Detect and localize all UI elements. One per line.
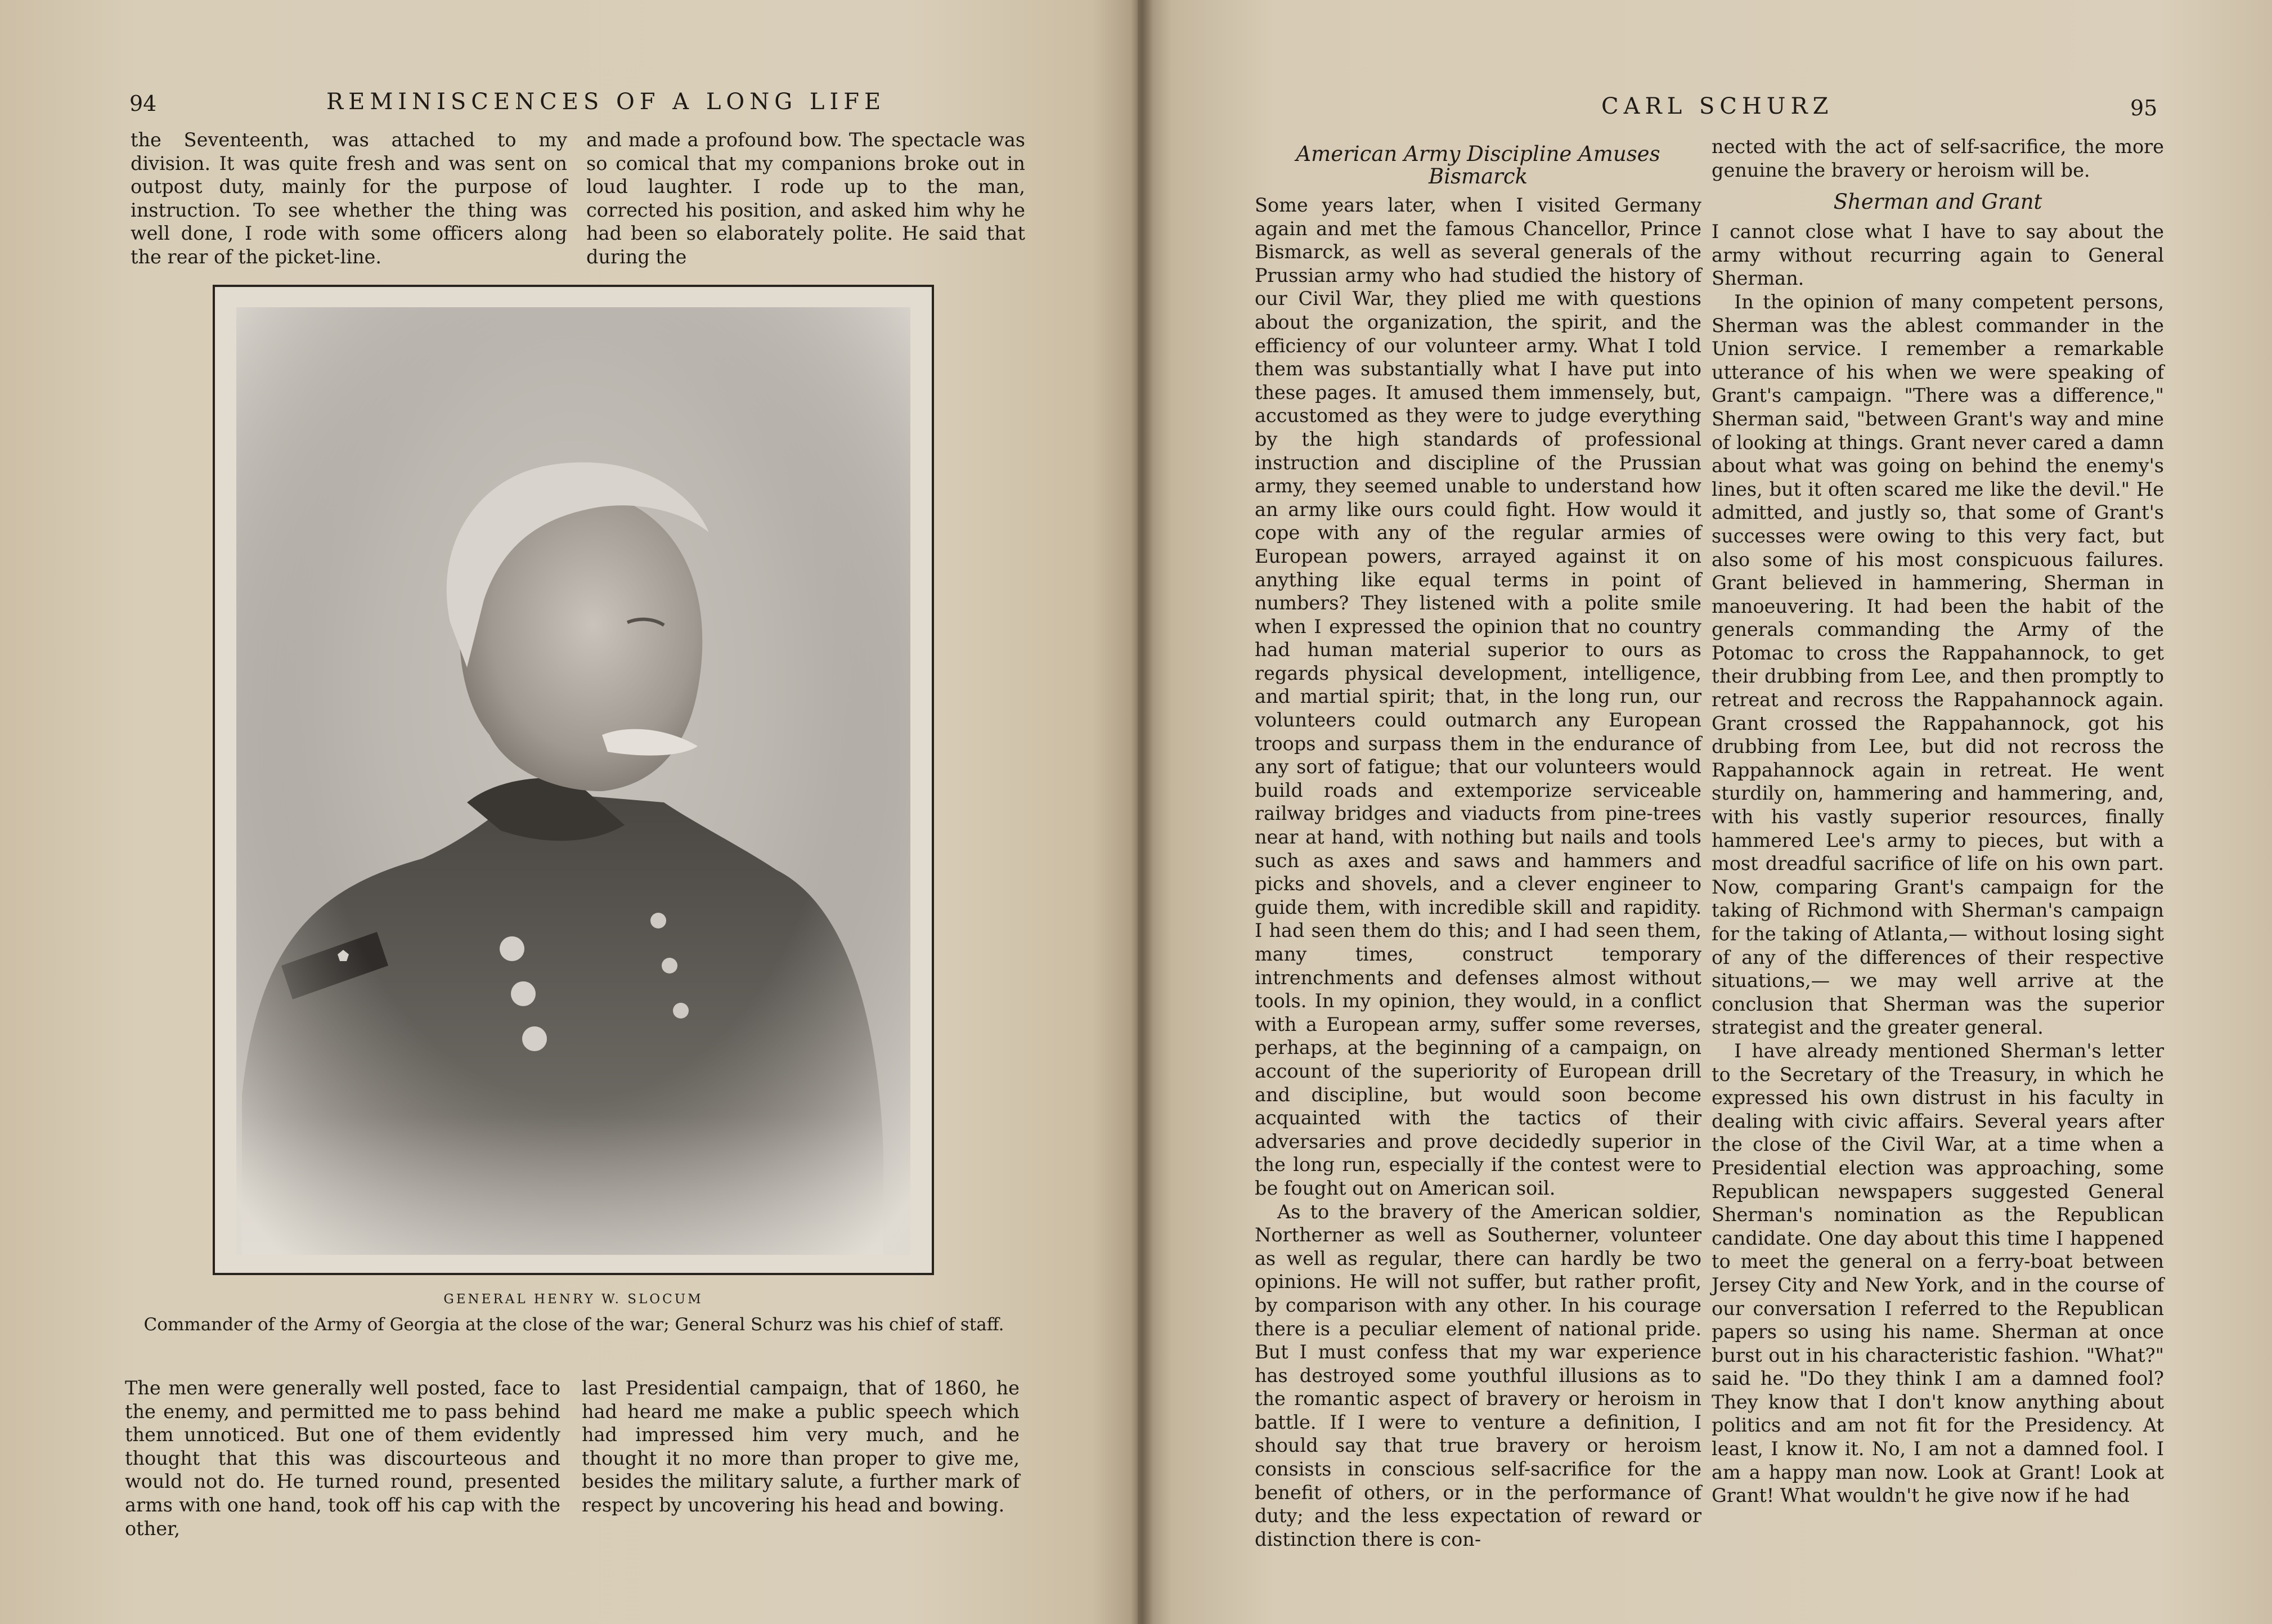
book-spine [1131, 0, 1153, 1624]
figure-caption-title: GENERAL HENRY W. SLOCUM [443, 1292, 703, 1307]
portrait-photo [236, 307, 910, 1255]
paragraph: I cannot close what I have to say about the army without recurring again to General Sherman. [1712, 221, 2164, 290]
right-column-2 [1712, 135, 2164, 1508]
left-top-column-1 [131, 128, 567, 269]
left-bottom-column-1 [125, 1376, 560, 1540]
paragraph: last Presidential campaign, that of 1860, he had heard me make a public speech which had impressed him very much, and he thought it no more than proper to give me, besides the military salute, a further mark of respect by uncovering his head and bowing. [582, 1377, 1020, 1516]
paragraph: nected with the act of self-sacrifice, the more genuine the bravery or heroism will be. [1712, 136, 2164, 181]
section-heading: Sherman and Grant [1833, 190, 2042, 214]
right-page [1138, 0, 2272, 1624]
paragraph: and made a profound bow. The spectacle was so comical that my companions broke out in loud laughter. I rode up to the man, corrected his position, and asked him why he had been so elaborately polite. He said that during the [586, 129, 1025, 268]
paragraph: The men were generally well posted, face to the enemy, and permitted me to pass behind them unnoticed. But one of them evidently thought that this was discourteous and would not do. He turned round, presented arms with one hand, took off his cap with the other, [125, 1377, 560, 1540]
paragraph: I have already mentioned Sherman's letter to the Secretary of the Treasury, in which he expressed his own distrust in his faculty in dealing with civic affairs. Several years after the close of the Civil War, at a time when a Presidential election was approaching, some Republican newspapers suggested General Sherman's nomination as the Republican candidate. One day about this time I happened to meet the general on a ferry-boat between Jersey City and New York, and in the course of our conversation I referred to the Republican papers so using his name. Sherman at once burst out in his characteristic fashion. "What?" said he. "Do they think I am a damned fool? They know that I don't know anything about politics and am not fit for the Presidency. At least, I know it. No, I am not a damned fool. I am a happy man now. Look at Grant! Look at Grant! What wouldn't he give now if he had [1712, 1039, 2164, 1507]
running-head-left: REMINISCENCES OF A LONG LIFE [326, 89, 886, 115]
portrait-figure [213, 285, 934, 1275]
paragraph: In the opinion of many competent persons, Sherman was the ablest commander in the Union service. I remember a remarkable utterance of his when we were speaking of Grant's campaign. "There was a difference," Sherman said, "between Grant's way and mine of looking at things. Grant never cared a damn about what was going on behind the enemy's lines, but it often scared me like the devil." He admitted, and justly so, that some of Grant's successes were owing to this very fact, but also some of his most conspicuous failures. Grant believed in hammering, Sherman in manoeuvering. It had been the habit of the generals commanding the Army of the Potomac to cross the Rappahannock, to get their drubbing from Lee, and then promptly to retreat and recross the Rappahannock again. Grant crossed the Rappahannock, got his drubbing from Lee, but did not recross the Rappahannock again in retreat. He went sturdily on, hammering and hammering, and, with his vastly superior resources, finally hammered Lee's army to pieces, but with a most dreadful sacrifice of life on his own part. Now, comparing Grant's campaign for the taking of Richmond with Sherman's campaign for the taking of Atlanta,— without losing sight of any of the differences of their respective situations,— we may well arrive at the conclusion that Sherman was the superior strategist and the greater general. [1712, 290, 2164, 1039]
page-number-left: 94 [129, 91, 157, 116]
left-bottom-column-2 [582, 1376, 1020, 1517]
running-head-right: CARL SCHURZ [1601, 93, 1834, 119]
portrait-illustration [236, 307, 910, 1255]
figure-caption: Commander of the Army of Georgia at the close of the war; General Schurz was his chief of staff. [143, 1315, 1004, 1335]
paragraph: the Seventeenth, was attached to my division. It was quite fresh and was sent on outpost duty, mainly for the purpose of instruction. To see whether the thing was well done, I rode with some officers along the rear of the picket-line. [131, 129, 567, 268]
right-column-1 [1255, 143, 1701, 1551]
section-heading: American Army Discipline Amuses Bismarck [1296, 142, 1660, 189]
page-number-right: 95 [2130, 96, 2158, 120]
left-top-column-2 [586, 128, 1025, 269]
paragraph: As to the bravery of the American soldier, Northerner as well as Southerner, volunteer as well as regular, there can hardly be two opinions. He will not suffer, but rather profit, by comparison with any other. In his courage there is a peculiar element of national pride. But I must confess that my war experience has destroyed some youthful illusions as to the romantic aspect of bravery or heroism in battle. If I were to venture a definition, I should say that true bravery or heroism consists in conscious self-sacrifice for the benefit of others, or in the performance of duty; and the less expectation of reward or distinction there is con- [1255, 1200, 1701, 1550]
paragraph: Some years later, when I visited Germany again and met the famous Chancellor, Prince Bismarck, as well as several generals of the Prussian army who had studied the history of our Civil War, they plied me with questions about the organization, the spirit, and the efficiency of our volunteer army. What I told them was substantially what I have put into these pages. It amused them immensely, but, accustomed as they were to judge everything by the high standards of professional instruction and discipline of the Prussian army, they seemed unable to understand how an army like ours could fight. How would it cope with any of the regular armies of European powers, arrayed against it on anything like equal terms in point of numbers? They listened with a polite smile when I expressed the opinion that no country had human material superior to ours as regards physical development, intelligence, and martial spirit; that, in the long run, our volunteers could outmarch any European troops and surpass them in the endurance of any sort of fatigue; that our volunteers would build roads and extemporize serviceable railway bridges and viaducts from pine-trees near at hand, with nothing but nails and tools such as axes and saws and hammers and picks and shovels, and a clever engineer to guide them, with incredible skill and rapidity. I had seen them do this; and I had seen them, many times, construct temporary intrenchments and defenses almost without tools. In my opinion, they would, in a conflict with a European army, suffer some reverses, perhaps, at the beginning of a campaign, on account of the superiority of European drill and discipline, but would soon become acquainted with the tactics of their adversaries and prove decidedly superior in the long run, especially if the contest were to be fought out on American soil. [1255, 194, 1701, 1199]
